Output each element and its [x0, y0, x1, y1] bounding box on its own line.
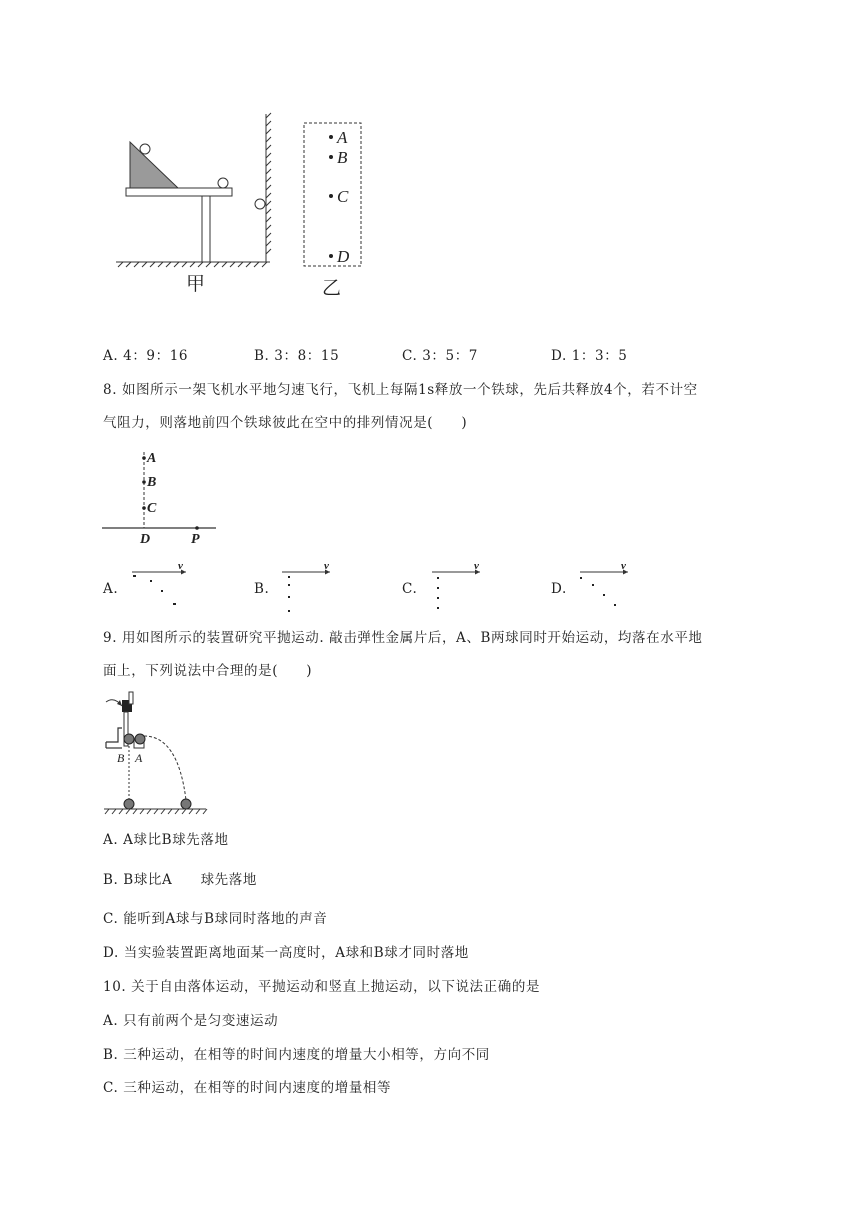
photo-frame	[304, 123, 361, 266]
q8-point-p: P	[191, 532, 200, 546]
ball-on-ramp	[140, 144, 150, 154]
a-parabola-path	[144, 736, 186, 800]
ground-hatch	[116, 262, 270, 267]
q8-option-a-label: A.	[103, 581, 119, 597]
q7-option-d: D. 1：3：5	[551, 348, 628, 364]
q9-label-a: A	[135, 751, 143, 765]
ball-at-wall	[255, 199, 265, 209]
q9-option-a: A. A球比B球先落地	[103, 832, 229, 848]
q9-option-c: C. 能听到A球与B球同时落地的声音	[103, 911, 328, 927]
left-bracket	[106, 728, 122, 742]
point-C-dot	[329, 194, 333, 198]
velocity-label: v	[324, 562, 329, 572]
ball-a-dot	[142, 456, 146, 460]
q9-option-d: D. 当实验装置距离地面某一高度时，A球和B球才同时落地	[103, 945, 469, 961]
velocity-label: v	[474, 562, 479, 572]
q8-option-b-label: B.	[254, 581, 270, 597]
q9-ground	[104, 809, 207, 814]
figure-q9	[100, 690, 220, 816]
point-B-label: B	[337, 148, 348, 167]
point-A-dot	[329, 135, 333, 139]
figure-q7	[110, 108, 380, 298]
point-p-dot	[195, 526, 199, 530]
q9-label-b: B	[117, 751, 125, 765]
q8-option-d-figure	[576, 562, 636, 612]
point-C-label: C	[337, 187, 349, 206]
q8-option-d-label: D.	[551, 581, 567, 597]
q9-stem-line2: 面上，下列说法中合理的是( )	[103, 663, 313, 679]
q8-point-c: C	[147, 501, 157, 516]
q8-stem-line2: 气阻力，则落地前四个铁球彼此在空中的排列情况是( )	[103, 415, 468, 431]
q7-option-b: B. 3：8：15	[254, 348, 340, 364]
q9-stem-line1: 9. 用如图所示的装置研究平抛运动. 敲击弹性金属片后，A、B两球同时开始运动，均落在水平地	[103, 630, 703, 646]
label-jia: 甲	[186, 273, 206, 295]
q8-option-c-label: C.	[402, 581, 418, 597]
ball-c-dot	[142, 506, 146, 510]
ramp	[130, 142, 178, 188]
figure-q8	[100, 446, 220, 546]
label-yi: 乙	[322, 277, 342, 298]
q10-option-c: C. 三种运动，在相等的时间内速度的增量相等	[103, 1080, 392, 1096]
ball-b-landed	[124, 799, 134, 809]
q8-option-a-figure	[128, 562, 192, 610]
q8-point-a: A	[147, 451, 157, 466]
hammer-handle	[129, 692, 133, 704]
q8-option-b-figure	[280, 562, 336, 616]
q10-stem: 10. 关于自由落体运动，平抛运动和竖直上抛运动，以下说法正确的是	[103, 979, 541, 995]
point-D-dot	[329, 254, 333, 258]
point-A-label: A	[337, 128, 348, 147]
ball-b-dot	[142, 480, 146, 484]
point-B-dot	[329, 155, 333, 159]
point-D-label: D	[337, 247, 350, 266]
velocity-label: v	[621, 562, 626, 572]
q8-point-d: D	[140, 532, 151, 546]
velocity-label: v	[178, 562, 183, 572]
q8-stem-line1: 8. 如图所示一架飞机水平地匀速飞行，飞机上每隔1s释放一个铁球，先后共释放4个，若不计空	[103, 382, 698, 398]
q10-option-a: A. 只有前两个是匀变速运动	[103, 1013, 279, 1029]
q9-option-b: B. B球比A 球先落地	[103, 872, 257, 888]
q8-option-c-figure	[430, 562, 486, 616]
table-top	[126, 188, 232, 196]
table-leg	[202, 196, 210, 262]
wall	[266, 113, 271, 262]
q8-point-b: B	[147, 475, 157, 490]
q7-option-a: A. 4：9：16	[103, 348, 189, 364]
ball-a	[135, 734, 145, 744]
ball-a-landed	[181, 799, 191, 809]
q10-option-b: B. 三种运动，在相等的时间内速度的增量大小相等，方向不同	[103, 1047, 490, 1063]
q7-option-c: C. 3：5：7	[402, 348, 478, 364]
ball-on-table	[218, 178, 228, 188]
ball-b	[124, 734, 134, 744]
